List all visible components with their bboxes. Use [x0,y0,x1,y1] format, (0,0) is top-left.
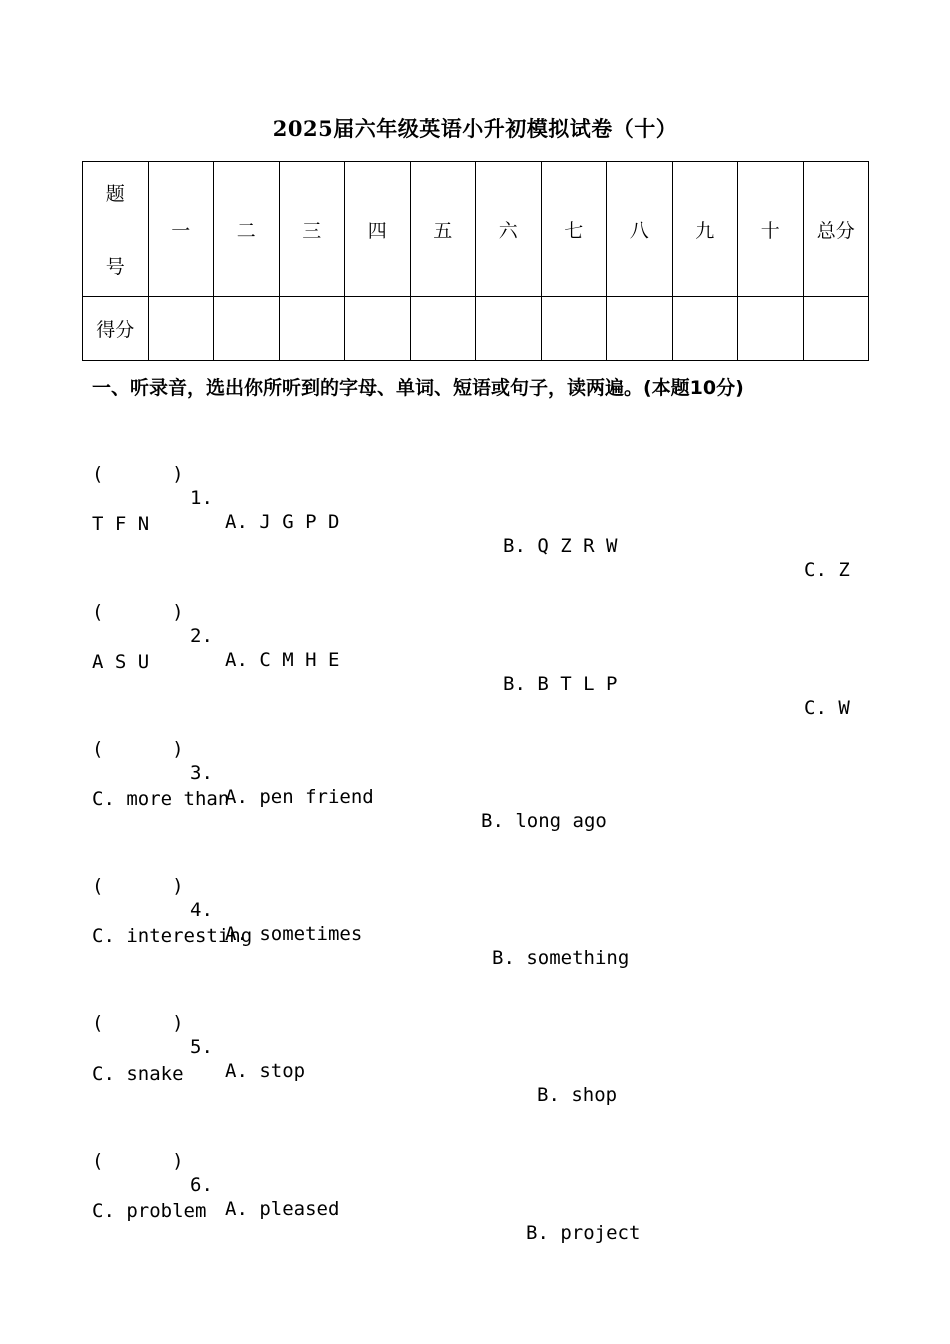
option-c: C. snake [92,1063,184,1085]
score-table-score-row [83,297,869,361]
answer-blank[interactable]: ( ) [92,1150,184,1172]
header-label-top: 题 [105,183,125,205]
option-a: A. sometimes [225,923,363,945]
header-label-cell [83,162,149,297]
question-number: 4. [190,899,213,921]
option-c: C. more than [92,788,230,810]
score-table [82,161,869,361]
answer-blank[interactable]: ( ) [92,875,184,897]
option-b: B. Q Z R W [503,535,618,557]
score-cell[interactable] [541,297,607,361]
score-cell[interactable] [607,297,673,361]
option-b: B. something [492,947,630,969]
option-b: B. long ago [481,810,607,832]
option-c: C. Z [804,559,850,581]
column-header: 二 [214,162,280,297]
answer-blank[interactable]: ( ) [92,601,184,623]
column-header: 一 [148,162,214,297]
answer-blank[interactable]: ( ) [92,463,184,485]
question-number: 1. [190,487,213,509]
option-a: A. J G P D [225,511,340,533]
option-c: C. interesting [92,925,253,947]
score-table-header-row [83,162,869,297]
option-b: B. B T L P [503,673,618,695]
question-number: 5. [190,1036,213,1058]
question-number: 6. [190,1174,213,1196]
option-a: A. C M H E [225,649,340,671]
option-c: C. W [804,697,850,719]
column-header: 七 [541,162,607,297]
question-2-continued: A S U [92,651,150,673]
score-cell-total[interactable] [803,297,869,361]
score-row-label: 得分 [83,297,149,361]
answer-blank[interactable]: ( ) [92,1012,184,1034]
question-number: 2. [190,625,213,647]
section-heading: 一、听录音，选出你所听到的字母、单词、短语或句子，读两遍。(本题10分) [92,377,744,399]
option-b: B. shop [537,1084,618,1106]
column-header: 十 [738,162,804,297]
score-cell[interactable] [738,297,804,361]
score-cell[interactable] [214,297,280,361]
score-cell[interactable] [345,297,411,361]
column-header: 三 [279,162,345,297]
option-b: B. project [526,1222,641,1244]
score-cell[interactable] [476,297,542,361]
score-cell[interactable] [672,297,738,361]
option-a: A. stop [225,1060,306,1082]
column-header: 四 [345,162,411,297]
answer-blank[interactable]: ( ) [92,738,184,760]
option-a: A. pen friend [225,786,374,808]
column-header-total: 总分 [803,162,869,297]
option-c: C. problem [92,1200,207,1222]
option-a: A. pleased [225,1198,340,1220]
question-1-continued: T F N [92,513,150,535]
column-header: 八 [607,162,673,297]
column-header: 六 [476,162,542,297]
header-label-bottom: 号 [105,256,125,278]
score-cell[interactable] [279,297,345,361]
column-header: 五 [410,162,476,297]
page-title: 2025届六年级英语小升初模拟试卷（十） [272,116,678,141]
score-cell[interactable] [410,297,476,361]
question-number: 3. [190,762,213,784]
score-cell[interactable] [148,297,214,361]
column-header: 九 [672,162,738,297]
